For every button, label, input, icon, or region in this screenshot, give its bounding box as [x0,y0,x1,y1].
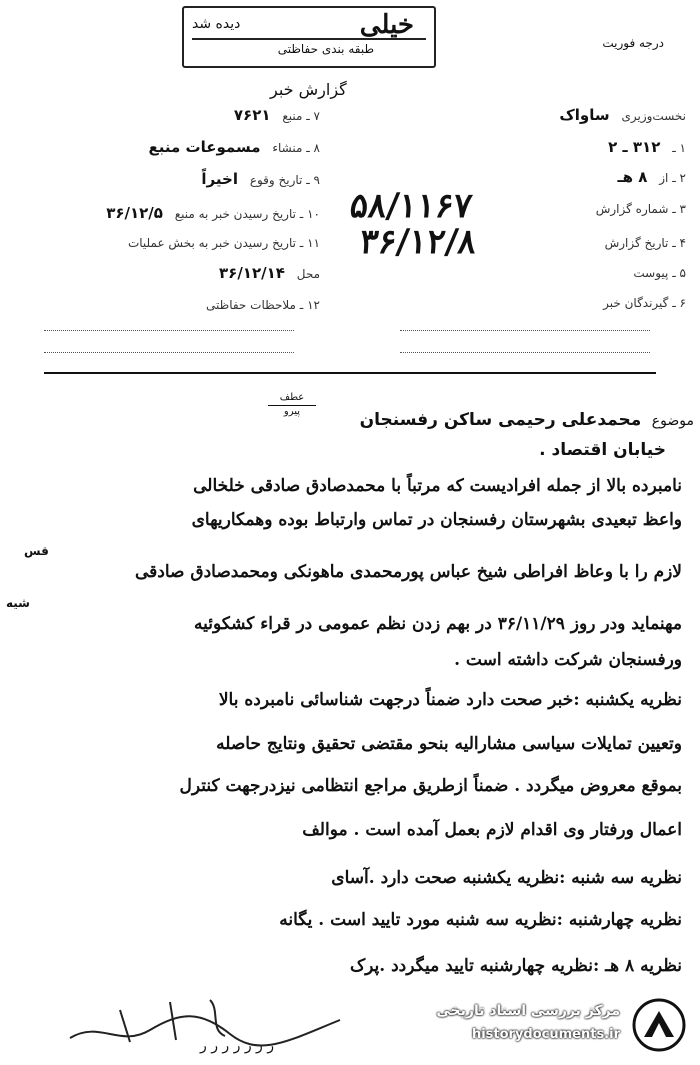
field-label: ۲ ـ از [659,171,686,185]
body-line: مهنماید ودر روز ۳۶/۱۱/۲۹ در بهم زدن نظم عمومی در قراء کشکوئیه [193,614,682,634]
body-line: بموقع معروض میگردد . ضمناً ازطریق مراجع انتظامی نیزدرجهت کنترل [179,776,682,796]
handwritten-report-date: ۳۶/۱۲/۸ [357,222,479,262]
dotted-rule [400,330,650,331]
field-value: اخیراً [201,170,238,188]
reference-label: عطف [268,392,316,406]
body-line: نظریه یکشنبه :خبر صحت دارد ضمناً درجهت شناسائی نامبرده بالا [218,690,682,710]
body-line: لازم را با وعاظ افراطی شیخ عباس پورمحمدی ماهونکی ومحمدصادق صادقی [135,562,682,582]
body-line: وتعیین تمایلات سیاسی مشارالیه بنحو مقتضی تحقیق ونتایج حاصله [216,734,682,754]
body-line: نظریه ۸ هـ :نظریه چهارشنبه تایید میگردد .پرک [349,956,682,976]
field-label: ۵ ـ پیوست [633,266,686,280]
field-label: ۹ ـ تاریخ وقوع [249,173,320,187]
body-line: نظریه سه شنبه :نظریه یکشنبه صحت دارد .آسای [331,868,682,888]
field-label: ۷ ـ منبع [282,109,320,123]
dotted-rule [44,330,294,331]
priority-label: درجه فوریت [602,36,664,50]
dotted-rule [44,352,294,353]
field-value: ۳۶/۱۲/۵ [106,204,163,222]
field-label: ۱۱ ـ تاریخ رسیدن خبر به بخش عملیات [127,236,320,250]
field-9-occurrence-date [201,170,320,188]
margin-note: شیه [6,596,30,610]
signature-marks: ر ر ر ر ر ر ر [200,1038,275,1054]
body-line: نامبرده بالا از جمله افرادیست که مرتباً با محمدصادق صادقی خلخالی [193,476,682,496]
dotted-rule [400,352,650,353]
report-title: گزارش خبر [270,80,347,99]
field-value: ۷۶۲۱ [233,106,271,124]
archive-url: historydocuments.ir [471,1027,620,1042]
field-label: محل [296,267,320,281]
field-value: ۳۶/۱۲/۱۴ [219,264,285,282]
field-value: ۸ هـ [617,168,648,186]
field-8-origin [149,138,320,156]
field-label: ۴ ـ تاریخ گزارش [604,236,686,250]
field-6-recipients [603,296,686,310]
subject-label: موضوع [651,413,694,429]
field-label: ۸ ـ منشاء [272,141,320,155]
body-line: نظریه چهارشنبه :نظریه سه شنبه مورد تایید است . یگانه [279,910,682,930]
field-label: ۶ ـ گیرندگان خبر [603,296,686,310]
field-value: ۳۱۲ ـ ۲ [608,138,661,156]
archive-emblem-icon [630,997,688,1053]
field-4-report-date [605,236,686,250]
field-10-source-receipt-date [106,204,320,222]
field-5-attachment [633,266,686,280]
field-location [219,264,320,282]
stamp-classification-label: طبقه بندی حفاظتی [277,42,374,56]
field-2-from [618,168,686,186]
field-label: ۱ ـ [672,141,686,155]
field-label: ۱۰ ـ تاریخ رسیدن خبر به منبع [174,207,320,221]
field-value: مسموعات منبع [148,138,261,156]
followup-label: پیرو [283,406,301,417]
section-divider [44,372,656,374]
field-3-report-number [596,202,686,216]
body-line: واعظ تبعیدی بشهرستان رفسنجان در تماس وارتباط بوده وهمکاریهای [191,510,682,530]
stamp-top-text: خیلی [359,10,414,40]
field-1 [608,138,686,156]
field-label: ۳ ـ شماره گزارش [595,202,686,216]
body-line: ورفسنجان شرکت داشته است . [454,650,682,670]
body-line: اعمال ورفتار وی اقدام لازم بعمل آمده است . موالف [302,820,682,840]
field-7-source [234,106,320,124]
margin-note: قس [24,544,49,558]
field-value: ساواک [559,106,610,124]
field-11-operations-receipt-date [128,236,320,250]
classification-stamp [182,6,436,68]
field-organization [559,106,686,124]
stamp-seen-text: دیده شد [192,16,241,32]
handwritten-report-number: ۵۸/۱۱۶۷ [347,186,475,226]
archive-logo [430,995,692,1055]
archive-name: مرکز بررسی اسناد تاریخی [436,1003,620,1019]
field-label: ۱۲ ـ ملاحظات حفاظتی [206,298,320,312]
field-label: نخست‌وزیری [621,109,686,123]
subject-line [360,410,694,430]
field-12-security-notes [206,298,320,312]
subject-value: محمدعلی رحیمی ساکن رفسنجان [359,410,642,430]
reference-box [268,392,316,417]
subject-value-continued: خیابان اقتصاد . [539,440,666,460]
stamp-divider [192,38,426,40]
